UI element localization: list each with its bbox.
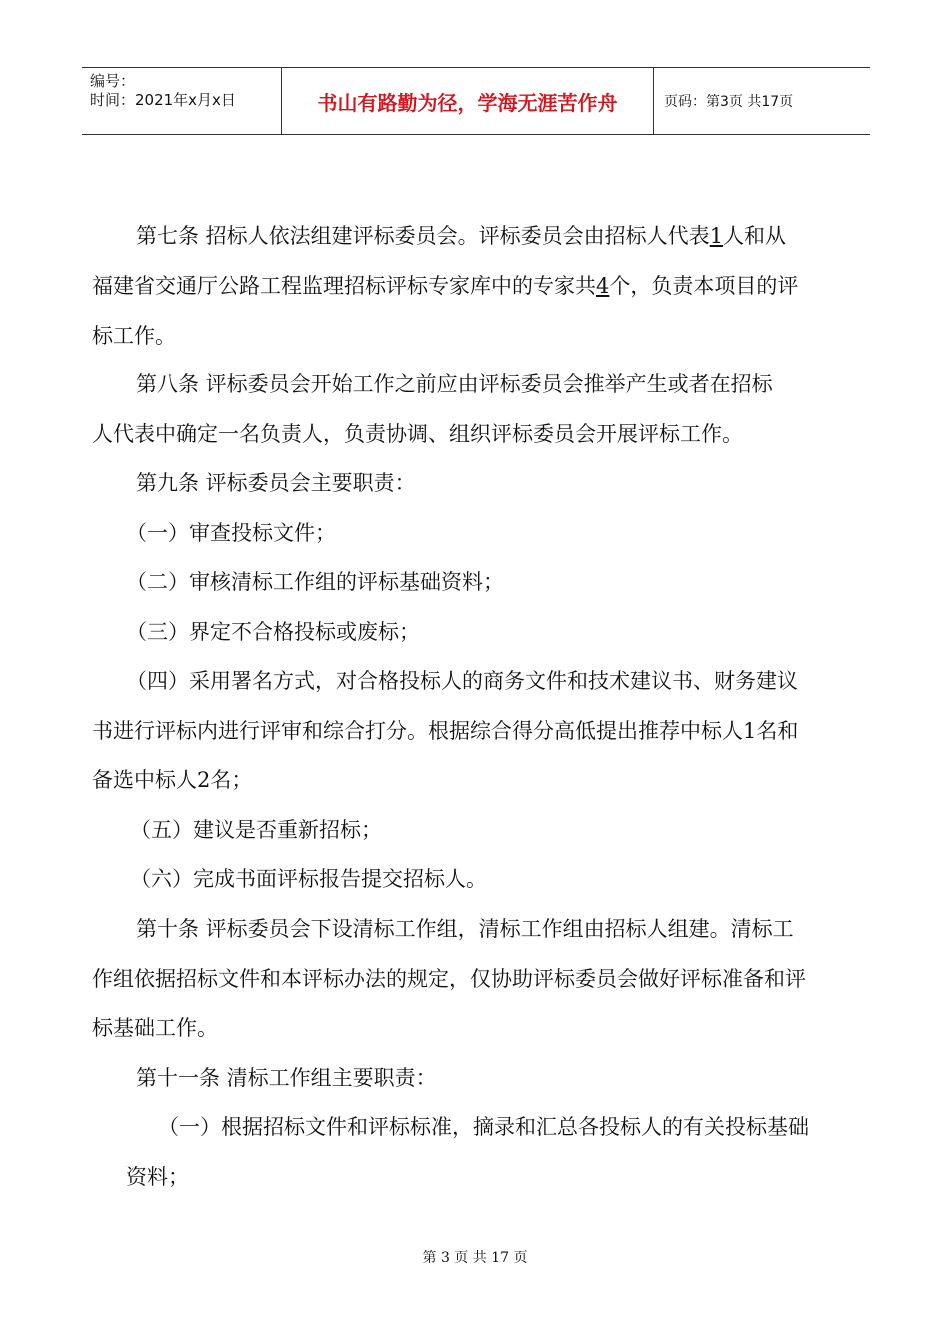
page-footer: 第 3 页 共 17 页 [422, 1250, 528, 1266]
article-8-line-1: 第八条 评标委员会开始工作之前应由评标委员会推举产生或者在招标 [136, 372, 773, 396]
article-7-text: 第七条 招标人依法组建评标委员会。评标委员会由招标人代表 [136, 224, 710, 248]
article-9-item-4-line-3: 备选中标人2名； [92, 768, 253, 792]
article-7-expert-count: 4 [596, 274, 610, 298]
article-9-item-6: （六）完成书面评标报告提交招标人。 [130, 867, 487, 891]
article-8-line-2: 人代表中确定一名负责人，负责协调、组织评标委员会开展评标工作。 [92, 422, 743, 446]
article-10-line-3: 标基础工作。 [92, 1016, 218, 1040]
article-9-item-4-line-2: 书进行评标内进行评审和综合打分。根据综合得分高低提出推荐中标人1名和 [92, 719, 799, 743]
header-motto: 书山有路勤为径，学海无涯苦作舟 [282, 68, 654, 134]
article-7-line-3: 标工作。 [92, 324, 176, 348]
article-9-item-3: （三）界定不合格投标或废标； [126, 620, 420, 644]
article-9-item-2: （二）审核清标工作组的评标基础资料； [126, 570, 504, 594]
header-meta [82, 68, 282, 134]
article-9-item-4-line-1: （四）采用署名方式，对合格投标人的商务文件和技术建议书、财务建议 [126, 669, 798, 693]
article-7-text-cont: 人和从 [723, 224, 787, 248]
article-9-item-1: （一）审查投标文件； [126, 521, 336, 545]
article-11-heading: 第十一条 清标工作组主要职责： [136, 1066, 437, 1090]
article-7-line-1 [136, 220, 786, 250]
article-7-line-2 [92, 270, 798, 300]
article-9-item-5: （五）建议是否重新招标； [130, 818, 382, 842]
article-7-text: 福建省交通厅公路工程监理招标评标专家库中的专家共 [92, 274, 596, 298]
article-10-line-2: 作组依据招标文件和本评标办法的规定，仅协助评标委员会做好评标准备和评 [92, 967, 806, 991]
document-number-label: 编号： [90, 72, 136, 90]
document-date-label: 时间：2021年x月x日 [90, 91, 236, 109]
article-10-line-1: 第十条 评标委员会下设清标工作组，清标工作组由招标人组建。清标工 [136, 917, 794, 941]
article-7-representative-count: 1 [709, 224, 724, 248]
article-11-item-1-line-1: （一）根据招标文件和评标标准，摘录和汇总各投标人的有关投标基础 [158, 1115, 809, 1139]
article-11-item-1-line-2: 资料； [126, 1165, 189, 1189]
header-page-label: 页码：第3页 共17页 [664, 94, 794, 110]
article-7-text-cont: 个，负责本项目的评 [609, 274, 799, 298]
article-9-heading: 第九条 评标委员会主要职责： [136, 471, 416, 495]
page-header [82, 67, 870, 135]
